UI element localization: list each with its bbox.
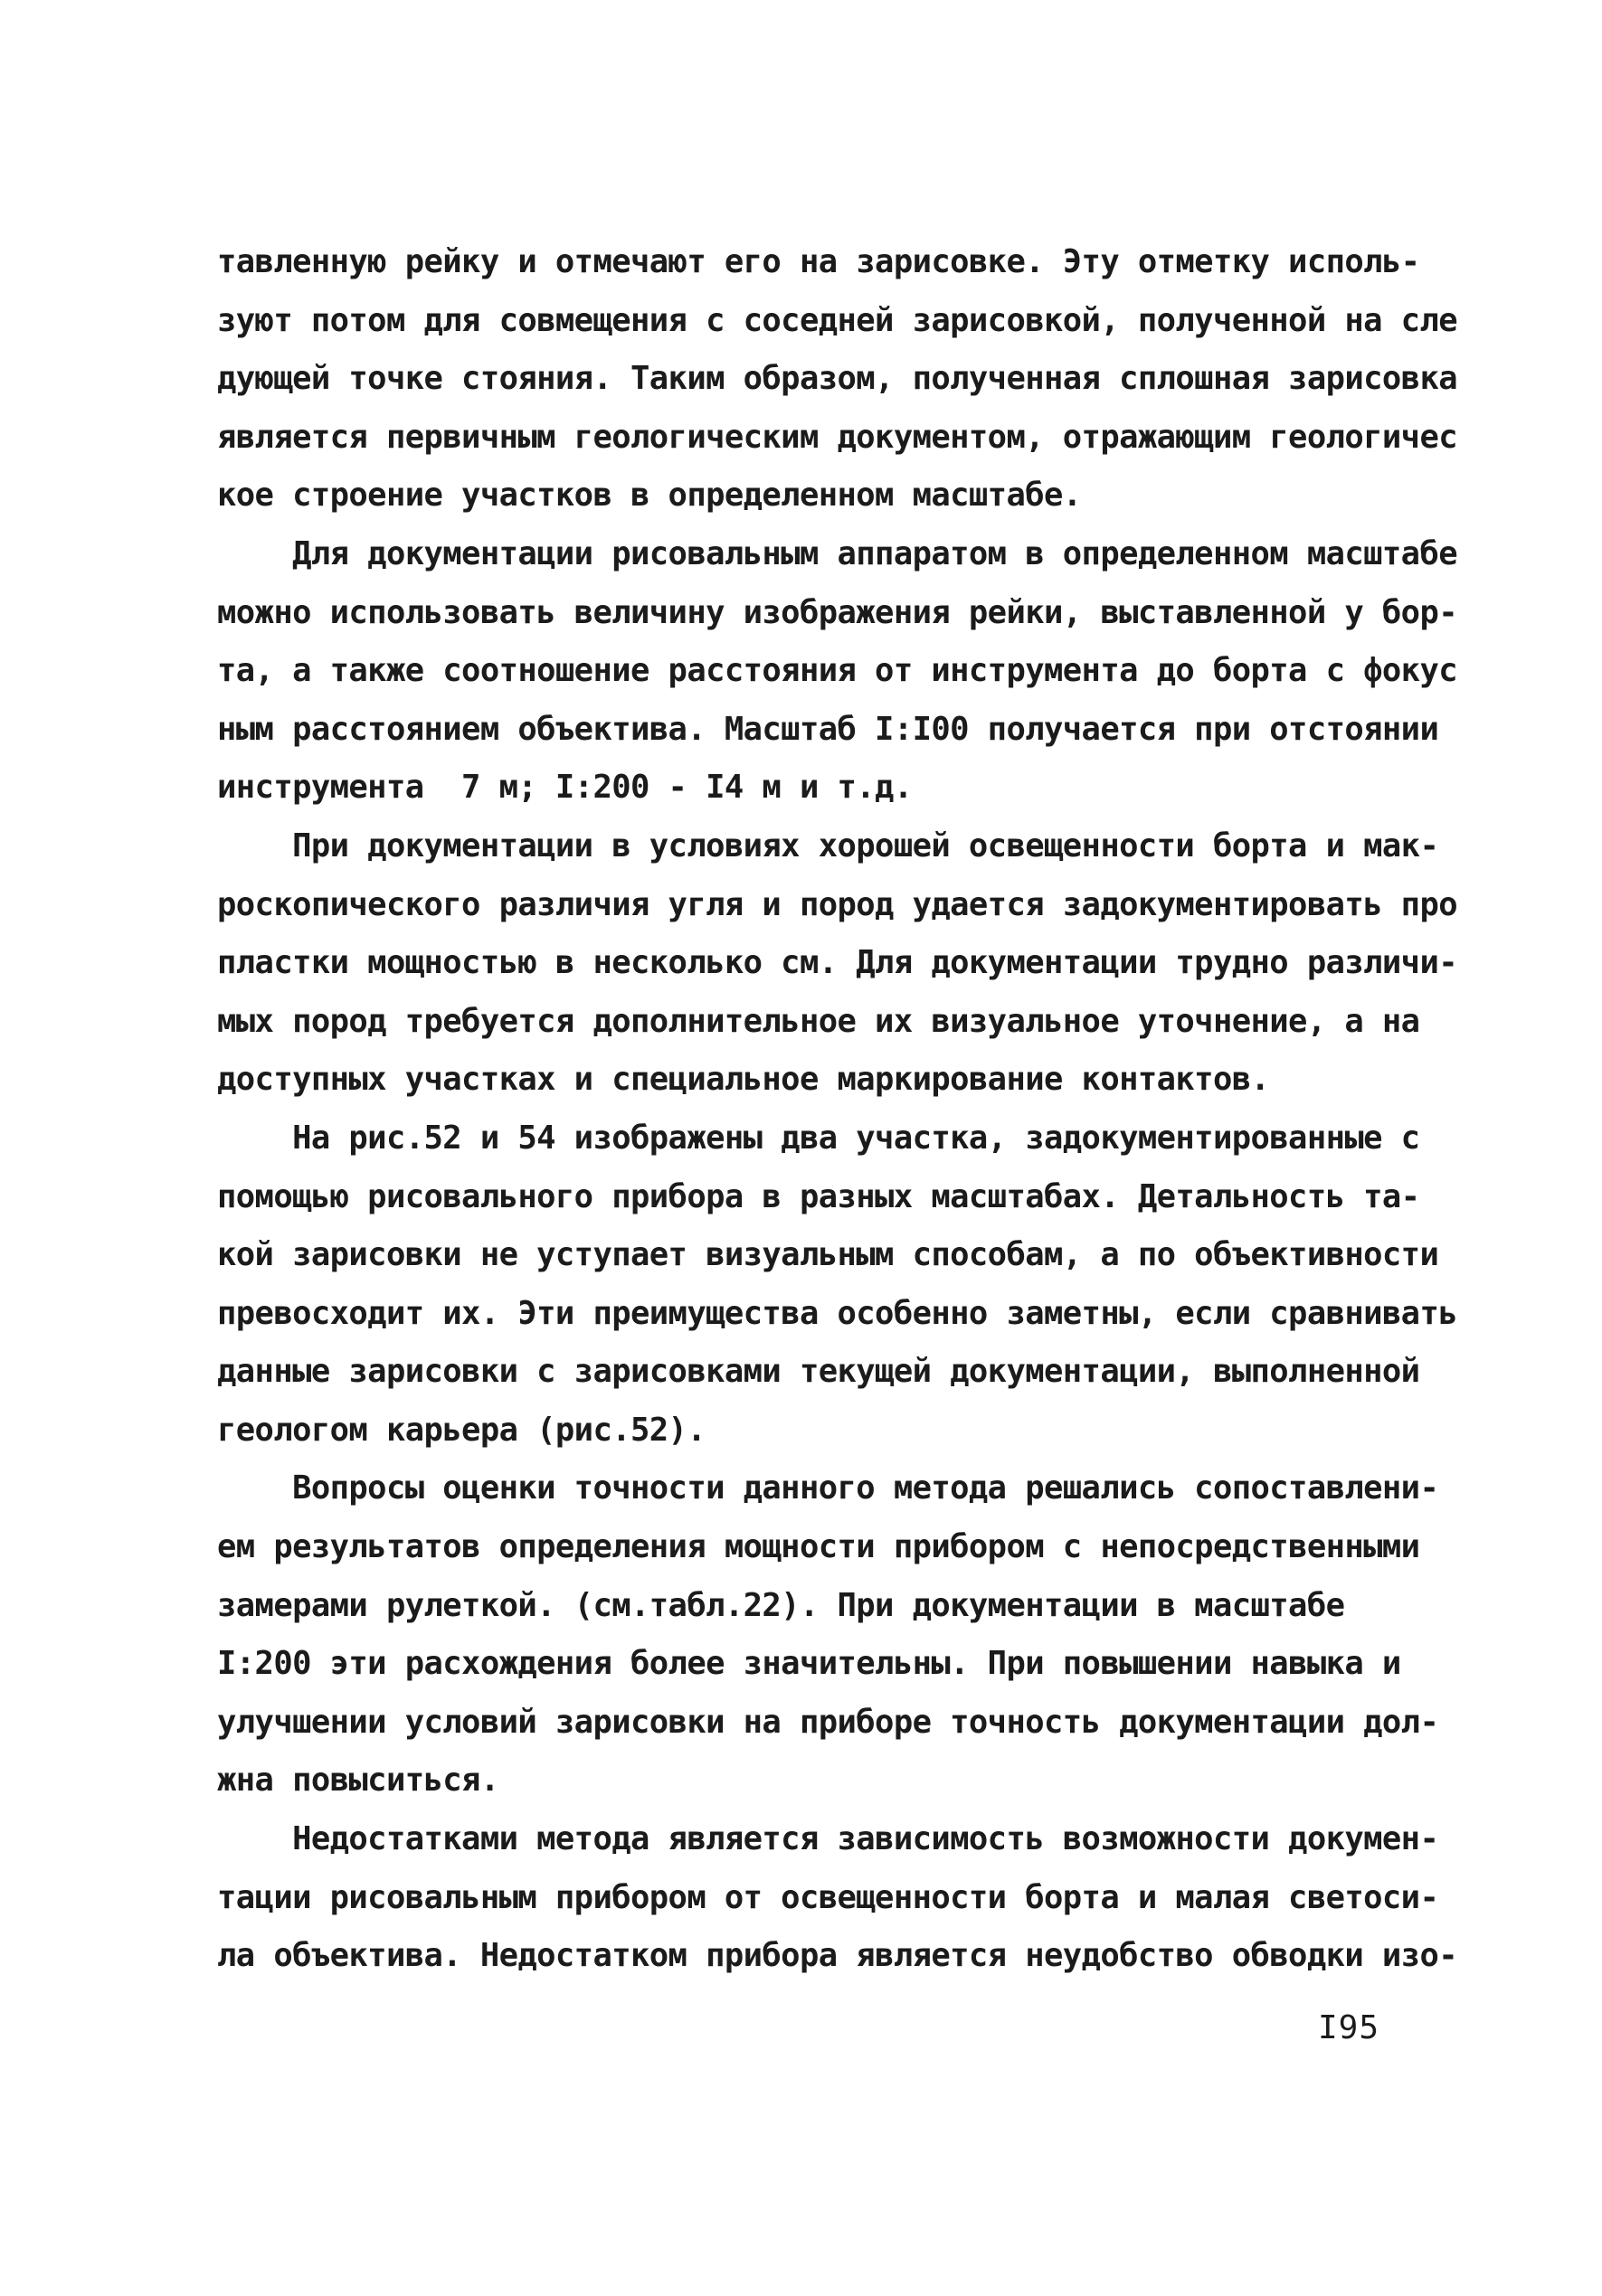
text-line: доступных участках и специальное маркирование контактов. <box>217 1061 1270 1099</box>
text-line: дующей точке стояния. Таким образом, полученная сплошная зарисовка <box>217 360 1458 398</box>
text-line: инструмента 7 м; I:200 - I4 м и т.д. <box>217 769 913 807</box>
text-line: зуют потом для совмещения с соседней зарисовкой, полученной на сле <box>217 301 1458 339</box>
text-line: роскопического различия угля и пород удается задокументировать про <box>217 885 1458 923</box>
text-line: жна повыситься. <box>217 1762 499 1800</box>
text-line: I:200 эти расхождения более значительны. При повышении навыка и <box>217 1645 1401 1683</box>
text-line: та, а также соотношение расстояния от инструмента до борта с фокус <box>217 652 1458 690</box>
text-line: ла объектива. Недостатком прибора является неудобство обводки изо- <box>217 1937 1458 1975</box>
text-line: геологом карьера (рис.52). <box>217 1411 706 1449</box>
text-line: можно использовать величину изображения рейки, выставленной у бор- <box>217 593 1458 631</box>
text-line: Вопросы оценки точности данного метода решались сопоставлени- <box>217 1469 1439 1507</box>
text-line: является первичным геологическим документом, отражающим геологичес <box>217 418 1458 456</box>
text-line: мых пород требуется дополнительное их визуальное уточнение, а на <box>217 1002 1420 1040</box>
text-line: замерами рулеткой. (см.табл.22). При документации в масштабе <box>217 1586 1345 1624</box>
text-line: превосходит их. Эти преимущества особенно заметны, если сравнивать <box>217 1294 1458 1332</box>
text-line: При документации в условиях хорошей освещенности борта и мак- <box>217 827 1439 865</box>
text-line: кой зарисовки не уступает визуальным способам, а по объективности <box>217 1236 1439 1274</box>
text-line: кое строение участков в определенном масштабе. <box>217 477 1082 515</box>
text-line: пластки мощностью в несколько см. Для документации трудно различи- <box>217 944 1458 982</box>
text-line: ем результатов определения мощности прибором с непосредственными <box>217 1528 1420 1566</box>
text-line: На рис.52 и 54 изображены два участка, задокументированные с <box>217 1119 1420 1157</box>
text-line: помощью рисовального прибора в разных масштабах. Детальность та- <box>217 1177 1420 1215</box>
text-line: улучшении условий зарисовки на приборе точность документации дол- <box>217 1703 1439 1741</box>
text-line: тации рисовальным прибором от освещенности борта и малая светоси- <box>217 1878 1439 1916</box>
text-line: ным расстоянием объектива. Масштаб I:I00 получается при отстоянии <box>217 710 1439 748</box>
text-line: Недостатками метода является зависимость возможности докумен- <box>217 1820 1439 1858</box>
text-line: Для документации рисовальным аппаратом в определенном масштабе <box>217 534 1458 572</box>
text-line: данные зарисовки с зарисовками текущей документации, выполненной <box>217 1353 1420 1391</box>
text-line: тавленную рейку и отмечают его на зарисовке. Эту отметку исполь- <box>217 243 1420 280</box>
page-number: I95 <box>1318 2009 1380 2046</box>
body-text <box>217 233 1458 1986</box>
